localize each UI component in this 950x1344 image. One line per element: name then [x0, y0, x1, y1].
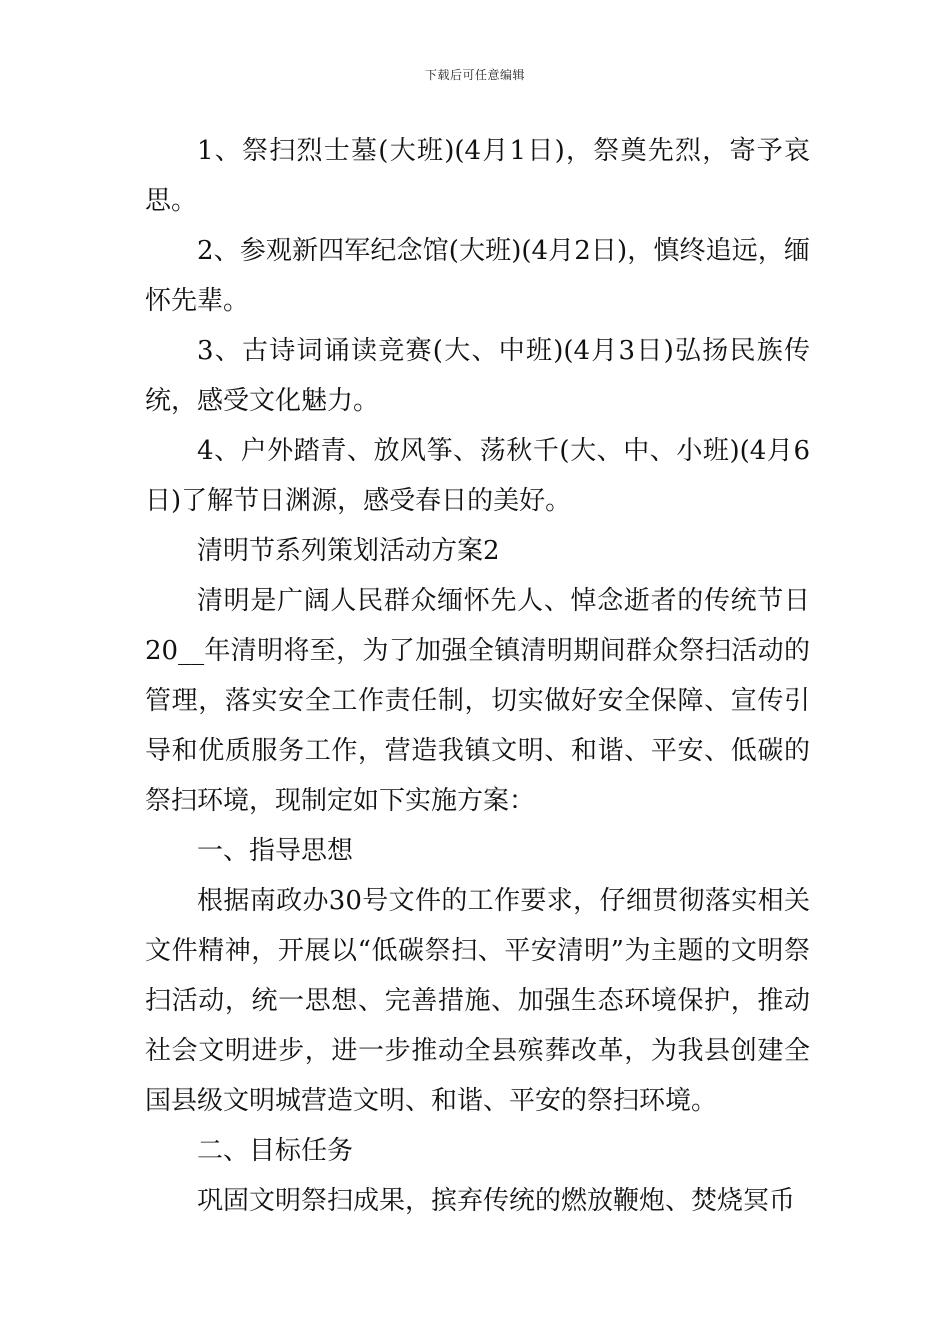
paragraph-target-tasks: 巩固文明祭扫成果，摈弃传统的燃放鞭炮、焚烧冥币: [197, 1186, 796, 1216]
paragraph-intro: 清明是广阔人民群众缅怀先人、悼念逝者的传统节日20__年清明将至，为了加强全镇清明期间群众祭扫活动的管理，落实安全工作责任制，切实做好安全保障、宣传引导和优质服务工作，营造我镇文明、和谐、平安、低碳的祭扫环境，现制定如下实施方案：: [145, 586, 810, 816]
paragraph-activity-2: 2、参观新四军纪念馆(大班)(4月2日)，慎终追远，缅怀先辈。: [145, 236, 810, 316]
heading-guiding-ideology: 一、指导思想: [197, 836, 354, 866]
paragraph-activity-3: 3、古诗词诵读竞赛(大、中班)(4月3日)弘扬民族传统，感受文化魅力。: [145, 336, 810, 416]
heading-target-tasks: 二、目标任务: [197, 1136, 354, 1166]
paragraph-guiding-ideology: 根据南政办30号文件的工作要求，仔细贯彻落实相关文件精神，开展以“低碳祭扫、平安清明”为主题的文明祭扫活动，统一思想、完善措施、加强生态环境保护，推动社会文明进步，进一步推动全县殡葬改革，为我县创建全国县级文明城营造文明、和谐、平安的祭扫环境。: [145, 886, 810, 1116]
paragraph-activity-4: 4、户外踏青、放风筝、荡秋千(大、中、小班)(4月6日)了解节日渊源，感受春日的美好。: [145, 436, 810, 516]
paragraph-activity-1: 1、祭扫烈士墓(大班)(4月1日)，祭奠先烈，寄予哀思。: [145, 136, 810, 216]
section-title-plan-2: 清明节系列策划活动方案2: [197, 536, 500, 566]
page-header-note: 下载后可任意编辑: [424, 68, 525, 82]
document-body: [145, 126, 810, 1226]
